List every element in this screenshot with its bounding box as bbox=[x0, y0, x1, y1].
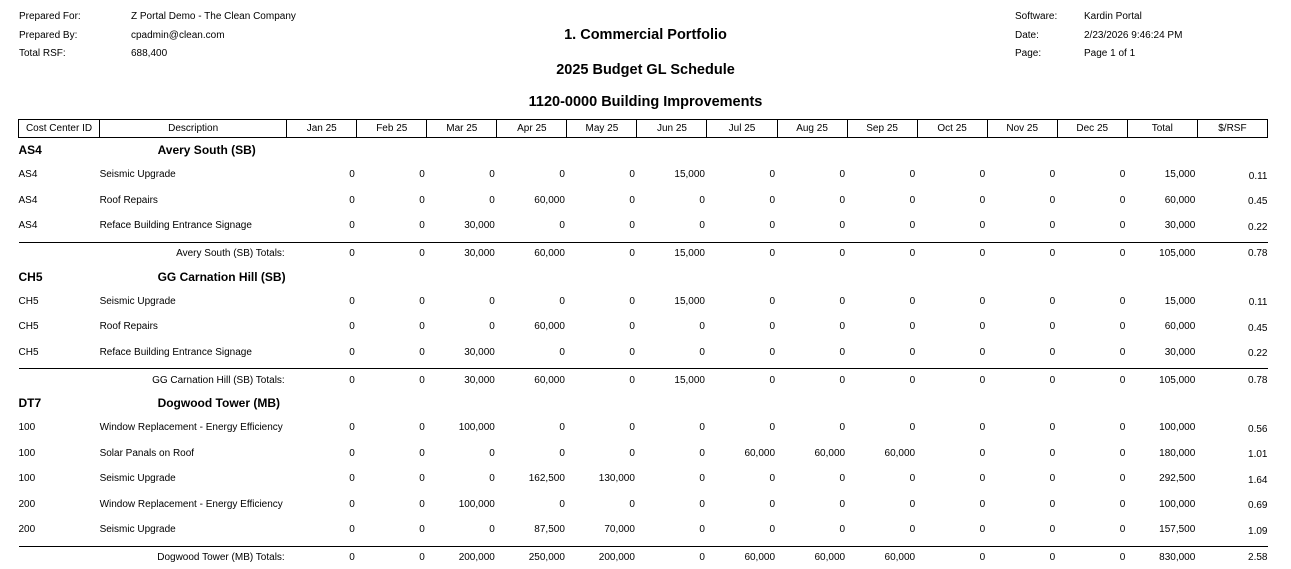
meta-label: Prepared By: bbox=[19, 29, 78, 41]
totals-label: Avery South (SB) Totals: bbox=[19, 242, 287, 265]
table-row bbox=[19, 415, 1268, 441]
month-value: 0 bbox=[769, 473, 776, 485]
row-rsf: 1.64 bbox=[1248, 474, 1268, 486]
month-value: 0 bbox=[909, 220, 916, 232]
month-value: 0 bbox=[909, 524, 916, 536]
column-header: May 25 bbox=[567, 120, 637, 138]
month-value: 0 bbox=[559, 447, 565, 459]
month-value: 0 bbox=[839, 194, 846, 206]
month-total: 0 bbox=[847, 369, 917, 392]
cost-center-id: CH5 bbox=[18, 321, 39, 333]
group-totals-row bbox=[19, 369, 1268, 392]
cost-center-id: 100 bbox=[18, 447, 36, 459]
table-row bbox=[19, 466, 1268, 492]
row-rsf: 1.09 bbox=[1248, 525, 1268, 537]
month-value: 0 bbox=[1049, 422, 1056, 434]
month-value: 0 bbox=[839, 220, 846, 232]
month-value: 0 bbox=[1049, 169, 1056, 181]
meta-label: Date: bbox=[1015, 29, 1039, 41]
totals-label: GG Carnation Hill (SB) Totals: bbox=[19, 369, 287, 392]
month-value: 0 bbox=[909, 473, 916, 485]
month-value: 162,500 bbox=[528, 473, 565, 485]
table-row bbox=[19, 492, 1268, 518]
group-rsf: 0.78 bbox=[1197, 242, 1267, 265]
month-value: 0 bbox=[1049, 524, 1056, 536]
group-total: 105,000 bbox=[1127, 242, 1197, 265]
row-rsf: 0.11 bbox=[1248, 170, 1268, 182]
month-value: 0 bbox=[909, 498, 916, 510]
month-value: 0 bbox=[489, 194, 495, 206]
month-value: 0 bbox=[909, 321, 916, 333]
month-total: 0 bbox=[1057, 546, 1127, 569]
month-value: 0 bbox=[419, 447, 425, 459]
month-value: 0 bbox=[699, 498, 705, 510]
group-totals-row bbox=[19, 242, 1268, 265]
month-value: 0 bbox=[839, 169, 846, 181]
month-total: 0 bbox=[917, 369, 987, 392]
month-total: 0 bbox=[287, 546, 357, 569]
meta-row bbox=[1015, 45, 1182, 64]
meta-label: Software: bbox=[1015, 11, 1058, 22]
month-value: 0 bbox=[559, 169, 565, 181]
meta-value: 2/23/2026 9:46:24 PM bbox=[1084, 29, 1183, 41]
month-value: 70,000 bbox=[604, 524, 635, 536]
table-row bbox=[19, 340, 1268, 366]
month-value: 0 bbox=[629, 447, 635, 459]
meta-label: Page: bbox=[1015, 48, 1042, 59]
month-value: 0 bbox=[559, 498, 565, 510]
group-header-row bbox=[19, 138, 1268, 163]
month-value: 0 bbox=[1119, 220, 1126, 232]
row-total: 60,000 bbox=[1164, 321, 1196, 333]
row-total: 180,000 bbox=[1159, 447, 1196, 459]
month-total: 0 bbox=[777, 369, 847, 392]
month-value: 0 bbox=[769, 194, 776, 206]
group-totals-row bbox=[19, 546, 1268, 569]
month-value: 0 bbox=[349, 220, 355, 232]
month-value: 0 bbox=[419, 524, 425, 536]
report-subtitle: 2025 Budget GL Schedule bbox=[556, 62, 735, 78]
month-value: 0 bbox=[349, 447, 355, 459]
month-total: 60,000 bbox=[497, 369, 567, 392]
month-value: 0 bbox=[349, 295, 355, 307]
month-value: 0 bbox=[699, 447, 705, 459]
month-value: 0 bbox=[979, 346, 986, 358]
table-row bbox=[19, 162, 1268, 188]
month-value: 0 bbox=[559, 220, 565, 232]
description: Solar Panals on Roof bbox=[99, 447, 195, 459]
group-header-row bbox=[19, 265, 1268, 289]
group-name: Avery South (SB) bbox=[157, 143, 256, 157]
column-header: Jun 25 bbox=[637, 120, 707, 138]
meta-label: Prepared For: bbox=[19, 11, 81, 22]
month-total: 15,000 bbox=[637, 242, 707, 265]
month-value: 0 bbox=[419, 295, 425, 307]
row-total: 157,500 bbox=[1159, 524, 1196, 536]
column-header: Nov 25 bbox=[987, 120, 1057, 138]
description: Reface Building Entrance Signage bbox=[99, 346, 252, 358]
month-value: 100,000 bbox=[458, 422, 495, 434]
totals-label: Dogwood Tower (MB) Totals: bbox=[19, 546, 287, 569]
month-value: 0 bbox=[1049, 220, 1056, 232]
month-value: 0 bbox=[979, 321, 986, 333]
month-value: 0 bbox=[1119, 321, 1126, 333]
month-value: 15,000 bbox=[674, 295, 705, 307]
group-code: CH5 bbox=[18, 269, 43, 284]
month-total: 60,000 bbox=[847, 546, 917, 569]
month-value: 0 bbox=[419, 422, 425, 434]
month-value: 0 bbox=[489, 447, 495, 459]
month-value: 0 bbox=[1049, 321, 1056, 333]
month-total: 0 bbox=[917, 546, 987, 569]
month-value: 0 bbox=[769, 169, 776, 181]
month-value: 0 bbox=[769, 498, 776, 510]
description: Roof Repairs bbox=[99, 321, 158, 333]
month-value: 0 bbox=[1119, 473, 1126, 485]
month-value: 0 bbox=[699, 473, 705, 485]
month-value: 0 bbox=[629, 220, 635, 232]
month-value: 0 bbox=[629, 498, 635, 510]
month-total: 30,000 bbox=[427, 242, 497, 265]
month-value: 0 bbox=[979, 169, 986, 181]
month-value: 0 bbox=[979, 194, 986, 206]
meta-row bbox=[1015, 8, 1182, 27]
row-rsf: 0.69 bbox=[1248, 500, 1268, 512]
cost-center-id: 200 bbox=[18, 524, 36, 536]
month-total: 0 bbox=[1057, 242, 1127, 265]
month-value: 0 bbox=[349, 422, 355, 434]
month-total: 60,000 bbox=[497, 242, 567, 265]
month-value: 0 bbox=[839, 498, 846, 510]
month-value: 0 bbox=[699, 220, 705, 232]
month-value: 0 bbox=[1049, 346, 1056, 358]
month-value: 0 bbox=[979, 473, 986, 485]
row-rsf: 0.56 bbox=[1248, 423, 1268, 435]
month-value: 0 bbox=[629, 169, 635, 181]
month-value: 0 bbox=[629, 295, 635, 307]
cost-center-id: AS4 bbox=[18, 169, 38, 181]
meta-value: cpadmin@clean.com bbox=[131, 29, 225, 41]
month-value: 100,000 bbox=[458, 498, 495, 510]
table-header bbox=[19, 120, 1268, 138]
month-value: 0 bbox=[349, 498, 355, 510]
report-title: 1. Commercial Portfolio bbox=[564, 27, 727, 43]
description: Window Replacement - Energy Efficiency bbox=[99, 498, 283, 510]
month-value: 0 bbox=[839, 321, 846, 333]
month-value: 0 bbox=[909, 169, 916, 181]
meta-row bbox=[19, 8, 296, 27]
table-row bbox=[19, 289, 1268, 315]
month-value: 0 bbox=[1049, 498, 1056, 510]
column-header: Jul 25 bbox=[707, 120, 777, 138]
month-value: 87,500 bbox=[534, 524, 565, 536]
month-value: 0 bbox=[349, 321, 355, 333]
month-value: 0 bbox=[699, 194, 705, 206]
month-value: 0 bbox=[1119, 295, 1126, 307]
month-total: 60,000 bbox=[777, 546, 847, 569]
month-value: 0 bbox=[909, 346, 916, 358]
month-value: 0 bbox=[559, 295, 565, 307]
meta-value: Page 1 of 1 bbox=[1084, 48, 1136, 59]
month-value: 0 bbox=[769, 422, 776, 434]
month-value: 30,000 bbox=[464, 346, 495, 358]
row-total: 30,000 bbox=[1164, 220, 1196, 232]
month-total: 250,000 bbox=[497, 546, 567, 569]
month-total: 0 bbox=[357, 369, 427, 392]
cost-center-id: 100 bbox=[18, 473, 36, 485]
month-value: 0 bbox=[489, 169, 495, 181]
description: Window Replacement - Energy Efficiency bbox=[99, 422, 283, 434]
month-value: 0 bbox=[629, 321, 635, 333]
month-value: 0 bbox=[979, 295, 986, 307]
month-value: 0 bbox=[1119, 422, 1126, 434]
month-value: 0 bbox=[769, 524, 776, 536]
month-value: 0 bbox=[1119, 346, 1126, 358]
month-value: 0 bbox=[979, 498, 986, 510]
month-value: 0 bbox=[769, 346, 776, 358]
column-header: Oct 25 bbox=[917, 120, 987, 138]
month-value: 0 bbox=[629, 346, 635, 358]
month-value: 0 bbox=[419, 473, 425, 485]
group-name: GG Carnation Hill (SB) bbox=[157, 269, 286, 284]
meta-value: Kardin Portal bbox=[1084, 11, 1142, 22]
month-value: 0 bbox=[419, 498, 425, 510]
row-rsf: 1.01 bbox=[1248, 449, 1268, 461]
meta-row bbox=[19, 45, 296, 64]
row-total: 30,000 bbox=[1164, 346, 1196, 358]
column-header: Feb 25 bbox=[357, 120, 427, 138]
month-value: 60,000 bbox=[534, 321, 565, 333]
month-value: 0 bbox=[909, 194, 916, 206]
month-value: 0 bbox=[629, 194, 635, 206]
month-value: 0 bbox=[839, 473, 846, 485]
group-rsf: 0.78 bbox=[1197, 369, 1267, 392]
month-total: 0 bbox=[987, 242, 1057, 265]
month-value: 0 bbox=[979, 447, 986, 459]
cost-center-id: CH5 bbox=[18, 346, 39, 358]
month-total: 15,000 bbox=[637, 369, 707, 392]
description: Reface Building Entrance Signage bbox=[99, 220, 252, 232]
month-value: 0 bbox=[349, 524, 355, 536]
row-rsf: 0.45 bbox=[1248, 322, 1268, 334]
meta-label: Total RSF: bbox=[19, 48, 66, 59]
column-header: Apr 25 bbox=[497, 120, 567, 138]
month-value: 0 bbox=[559, 346, 565, 358]
month-total: 200,000 bbox=[427, 546, 497, 569]
month-value: 60,000 bbox=[744, 447, 776, 459]
month-value: 0 bbox=[349, 169, 355, 181]
group-total: 830,000 bbox=[1127, 546, 1197, 569]
row-rsf: 0.22 bbox=[1248, 348, 1268, 360]
row-rsf: 0.45 bbox=[1248, 196, 1268, 208]
month-value: 60,000 bbox=[814, 447, 846, 459]
month-value: 0 bbox=[909, 422, 916, 434]
month-value: 0 bbox=[419, 194, 425, 206]
table-body bbox=[19, 138, 1268, 569]
month-value: 0 bbox=[489, 473, 495, 485]
month-total: 0 bbox=[357, 242, 427, 265]
month-total: 0 bbox=[917, 242, 987, 265]
month-value: 130,000 bbox=[598, 473, 635, 485]
month-value: 0 bbox=[979, 524, 986, 536]
month-value: 0 bbox=[769, 321, 776, 333]
table-row bbox=[19, 441, 1268, 467]
month-value: 0 bbox=[979, 220, 986, 232]
header-row bbox=[19, 120, 1268, 138]
table-row bbox=[19, 213, 1268, 239]
group-name: Dogwood Tower (MB) bbox=[157, 396, 280, 410]
month-value: 0 bbox=[699, 321, 705, 333]
month-value: 0 bbox=[489, 321, 495, 333]
column-header: Description bbox=[100, 120, 287, 138]
month-value: 0 bbox=[559, 422, 565, 434]
cost-center-id: 100 bbox=[18, 422, 36, 434]
column-header: Mar 25 bbox=[427, 120, 497, 138]
month-value: 0 bbox=[699, 524, 705, 536]
row-total: 15,000 bbox=[1164, 169, 1196, 181]
month-value: 0 bbox=[349, 473, 355, 485]
column-header: Sep 25 bbox=[847, 120, 917, 138]
table-row bbox=[19, 314, 1268, 340]
month-value: 15,000 bbox=[674, 169, 705, 181]
month-value: 0 bbox=[489, 295, 495, 307]
month-value: 0 bbox=[489, 524, 495, 536]
month-value: 0 bbox=[699, 422, 705, 434]
month-total: 0 bbox=[567, 242, 637, 265]
group-total: 105,000 bbox=[1127, 369, 1197, 392]
gl-account-title: 1120-0000 Building Improvements bbox=[528, 94, 763, 110]
month-value: 0 bbox=[419, 169, 425, 181]
description: Seismic Upgrade bbox=[99, 524, 176, 536]
month-value: 30,000 bbox=[464, 220, 495, 232]
month-value: 0 bbox=[1049, 295, 1056, 307]
month-total: 200,000 bbox=[567, 546, 637, 569]
month-total: 0 bbox=[707, 242, 777, 265]
column-header: Cost Center ID bbox=[19, 120, 100, 138]
table-row bbox=[19, 188, 1268, 214]
row-total: 15,000 bbox=[1164, 295, 1196, 307]
month-value: 0 bbox=[839, 422, 846, 434]
row-total: 60,000 bbox=[1164, 194, 1196, 206]
cost-center-id: AS4 bbox=[18, 194, 38, 206]
month-total: 0 bbox=[567, 369, 637, 392]
month-value: 0 bbox=[839, 524, 846, 536]
column-header: Dec 25 bbox=[1057, 120, 1127, 138]
row-total: 292,500 bbox=[1159, 473, 1196, 485]
group-header-row bbox=[19, 391, 1268, 415]
month-total: 0 bbox=[987, 546, 1057, 569]
row-total: 100,000 bbox=[1159, 422, 1196, 434]
description: Roof Repairs bbox=[99, 194, 158, 206]
month-value: 0 bbox=[839, 346, 846, 358]
month-value: 0 bbox=[1049, 447, 1056, 459]
column-header: $/RSF bbox=[1197, 120, 1267, 138]
column-header: Aug 25 bbox=[777, 120, 847, 138]
month-total: 0 bbox=[777, 242, 847, 265]
month-value: 0 bbox=[629, 422, 635, 434]
month-value: 0 bbox=[1119, 498, 1126, 510]
month-total: 0 bbox=[707, 369, 777, 392]
month-value: 0 bbox=[699, 346, 705, 358]
month-total: 0 bbox=[1057, 369, 1127, 392]
month-value: 0 bbox=[419, 321, 425, 333]
cost-center-id: CH5 bbox=[18, 295, 39, 307]
month-value: 60,000 bbox=[534, 194, 565, 206]
month-value: 0 bbox=[979, 422, 986, 434]
month-value: 0 bbox=[769, 220, 776, 232]
month-value: 0 bbox=[1119, 524, 1126, 536]
month-total: 0 bbox=[847, 242, 917, 265]
month-value: 0 bbox=[349, 346, 355, 358]
row-rsf: 0.11 bbox=[1248, 297, 1268, 309]
month-value: 0 bbox=[1049, 194, 1056, 206]
month-total: 0 bbox=[987, 369, 1057, 392]
meta-value: 688,400 bbox=[131, 48, 168, 59]
month-total: 0 bbox=[357, 546, 427, 569]
row-total: 100,000 bbox=[1159, 498, 1196, 510]
description: Seismic Upgrade bbox=[99, 169, 176, 181]
month-value: 0 bbox=[909, 295, 916, 307]
group-code: DT7 bbox=[18, 396, 42, 410]
description: Seismic Upgrade bbox=[99, 295, 176, 307]
month-value: 0 bbox=[419, 346, 425, 358]
month-value: 0 bbox=[349, 194, 355, 206]
cost-center-id: AS4 bbox=[18, 220, 38, 232]
row-rsf: 0.22 bbox=[1248, 221, 1268, 233]
month-value: 0 bbox=[1119, 169, 1126, 181]
column-header: Jan 25 bbox=[287, 120, 357, 138]
group-code: AS4 bbox=[18, 143, 42, 157]
month-value: 0 bbox=[1119, 194, 1126, 206]
group-rsf: 2.58 bbox=[1197, 546, 1267, 569]
month-total: 0 bbox=[287, 242, 357, 265]
month-total: 60,000 bbox=[707, 546, 777, 569]
month-value: 60,000 bbox=[884, 447, 916, 459]
description: Seismic Upgrade bbox=[99, 473, 176, 485]
month-value: 0 bbox=[769, 295, 776, 307]
month-total: 30,000 bbox=[427, 369, 497, 392]
month-value: 0 bbox=[419, 220, 425, 232]
gl-schedule-table bbox=[18, 119, 1268, 569]
month-value: 0 bbox=[1049, 473, 1056, 485]
month-value: 0 bbox=[839, 295, 846, 307]
month-value: 0 bbox=[1119, 447, 1126, 459]
cost-center-id: 200 bbox=[18, 498, 36, 510]
month-total: 0 bbox=[287, 369, 357, 392]
meta-value: Z Portal Demo - The Clean Company bbox=[131, 11, 296, 22]
month-total: 0 bbox=[637, 546, 707, 569]
column-header: Total bbox=[1127, 120, 1197, 138]
